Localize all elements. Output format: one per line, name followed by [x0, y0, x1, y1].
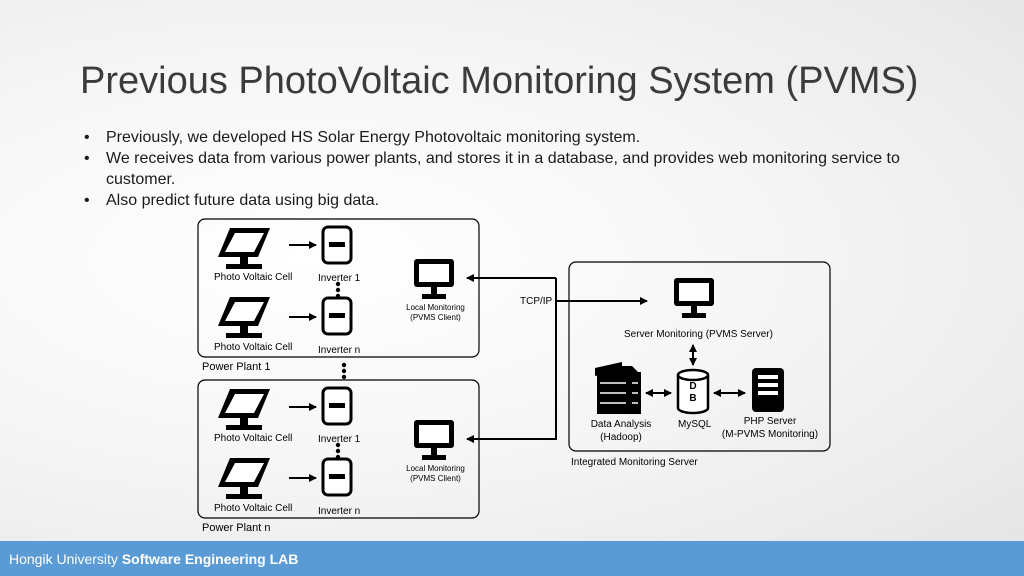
- pv-cell-label: Photo Voltaic Cell: [214, 272, 293, 283]
- footer-bar: [0, 541, 1024, 576]
- data-analysis-label: Data Analysis (Hadoop): [590, 419, 652, 443]
- bullet-text: Previously, we developed HS Solar Energy Photovoltaic monitoring system.: [106, 129, 641, 146]
- local-monitoring-label: Local Monitoring (PVMS Client): [406, 303, 465, 322]
- footer-org: Hongik University: [9, 551, 118, 567]
- solar-panel-icon: [218, 297, 270, 338]
- inverter-label: Inverter n: [318, 345, 361, 356]
- inverter-icon: [323, 227, 351, 263]
- solar-panel-icon: [218, 228, 270, 269]
- pv-cell-label: Photo Voltaic Cell: [214, 342, 293, 353]
- ellipsis-dot: [342, 375, 346, 379]
- php-server-label: PHP Server (M-PVMS Monitoring): [721, 416, 819, 440]
- bullet-dot: •: [84, 129, 90, 146]
- bullet-dot: •: [84, 150, 90, 167]
- ellipsis-dot: [336, 294, 340, 298]
- tcp-ip-label: TCP/IP: [520, 296, 553, 307]
- db-icon-text: D B: [689, 381, 697, 404]
- monitor-icon: [414, 259, 454, 299]
- server-tower-icon: [752, 368, 784, 412]
- pv-cell-label: Photo Voltaic Cell: [214, 503, 293, 514]
- bullet-dot: •: [84, 192, 90, 209]
- solar-panel-icon: [218, 458, 270, 499]
- footer-lab: Software Engineering LAB: [121, 551, 299, 567]
- inverter-icon: [323, 459, 351, 495]
- monitor-icon: [674, 278, 714, 318]
- footer-text: [9, 551, 298, 567]
- mysql-label: MySQL: [678, 419, 712, 430]
- integrated-server-label: Integrated Monitoring Server: [571, 457, 698, 468]
- inverter-label: Inverter 1: [318, 434, 361, 445]
- ellipsis-dot: [342, 363, 346, 367]
- bullet-text: Also predict future data using big data.: [106, 192, 380, 209]
- inverter-icon: [323, 298, 351, 334]
- local-monitoring-label: Local Monitoring (PVMS Client): [406, 464, 465, 483]
- inverter-label: Inverter 1: [318, 273, 361, 284]
- ellipsis-dot: [336, 449, 340, 453]
- ellipsis-dot: [336, 455, 340, 459]
- monitor-icon: [414, 420, 454, 460]
- solar-panel-icon: [218, 389, 270, 430]
- power-plant-label: Power Plant n: [202, 522, 271, 534]
- slide-title: Previous PhotoVoltaic Monitoring System (PVMS): [80, 60, 919, 102]
- ellipsis-dot: [342, 369, 346, 373]
- server-rack-icon: [595, 362, 641, 414]
- bullet-text: We receives data from various power plants, and stores it in a database, and provides web monitoring service to customer.: [106, 150, 900, 188]
- ellipsis-dot: [336, 288, 340, 292]
- pv-cell-label: Photo Voltaic Cell: [214, 433, 293, 444]
- inverter-icon: [323, 388, 351, 424]
- inverter-label: Inverter n: [318, 506, 361, 517]
- power-plant-label: Power Plant 1: [202, 361, 271, 373]
- server-monitoring-label: Server Monitoring (PVMS Server): [624, 329, 773, 340]
